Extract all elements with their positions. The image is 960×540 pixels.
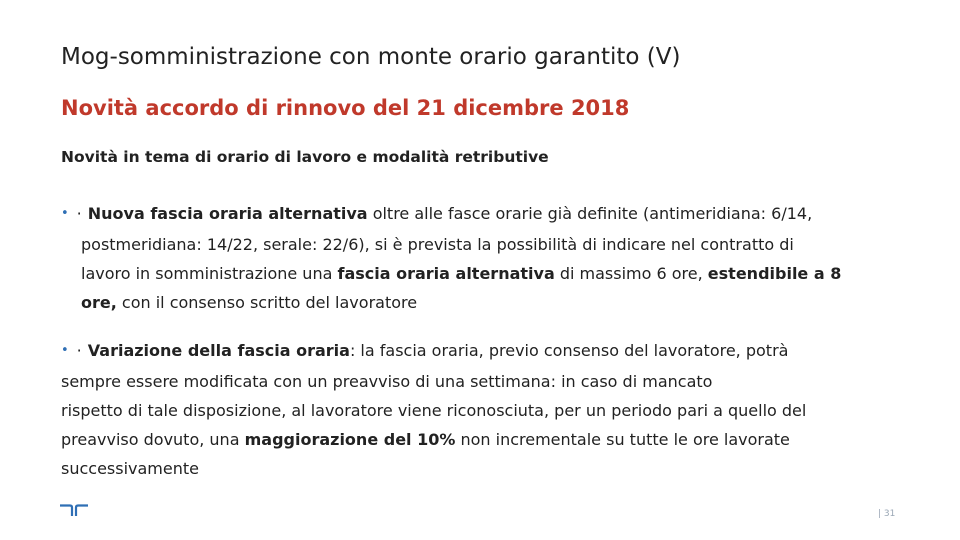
bullet-icon: • xyxy=(61,206,69,221)
bullet-2-line-1 xyxy=(61,336,901,367)
bold-phrase: Variazione della fascia oraria xyxy=(87,341,350,360)
bullet-1-line-2 xyxy=(61,230,901,259)
bullet-paragraph-2 xyxy=(61,336,901,483)
page-number: | 31 xyxy=(878,509,896,519)
bullet-1-line-1 xyxy=(61,199,901,230)
bold-phrase: estendibile a 8 xyxy=(707,264,842,283)
bold-phrase: ore, xyxy=(81,293,117,312)
text-run: oltre alle fasce orarie già definite (antimeridiana: 6/14, xyxy=(372,204,813,223)
bullet-icon: • xyxy=(61,343,69,358)
bullet-paragraph-1 xyxy=(61,199,901,317)
text-run: sempre essere modificata con un preavviso di una settimana: in caso di mancato xyxy=(61,372,713,391)
text-run: preavviso dovuto, una xyxy=(61,430,245,449)
bullet-2-line-2 xyxy=(61,367,901,396)
logo-icon xyxy=(60,504,88,516)
slide-title: Mog-somministrazione con monte orario garantito (V) xyxy=(61,44,681,70)
bold-phrase: Nuova fascia oraria alternativa xyxy=(87,204,368,223)
section-heading: Novità in tema di orario di lavoro e modalità retributive xyxy=(61,148,549,166)
bold-phrase: maggiorazione del 10% xyxy=(244,430,456,449)
bullet-dot: · xyxy=(76,204,82,223)
bullet-1-line-4 xyxy=(61,288,901,317)
bullet-2-line-4 xyxy=(61,425,901,454)
text-run: rispetto di tale disposizione, al lavoratore viene riconosciuta, per un periodo pari a quello del xyxy=(61,401,807,420)
text-run: con il consenso scritto del lavoratore xyxy=(116,293,418,312)
text-run: lavoro in somministrazione una xyxy=(81,264,338,283)
text-run: non incrementale su tutte le ore lavorate xyxy=(455,430,790,449)
text-run: di massimo 6 ore, xyxy=(559,264,708,283)
bullet-1-line-3 xyxy=(61,259,901,288)
bold-phrase: fascia oraria alternativa xyxy=(337,264,555,283)
slide-subtitle: Novità accordo di rinnovo del 21 dicembre 2018 xyxy=(61,96,630,120)
text-run: postmeridiana: 14/22, serale: 22/6), si è prevista la possibilità di indicare nel contratto di xyxy=(81,235,794,254)
bullet-2-line-3 xyxy=(61,396,901,425)
bullet-2-line-5 xyxy=(61,454,901,483)
text-run: successivamente xyxy=(61,459,199,478)
bullet-dot: · xyxy=(76,341,82,360)
text-run: : la fascia oraria, previo consenso del lavoratore, potrà xyxy=(349,341,789,360)
